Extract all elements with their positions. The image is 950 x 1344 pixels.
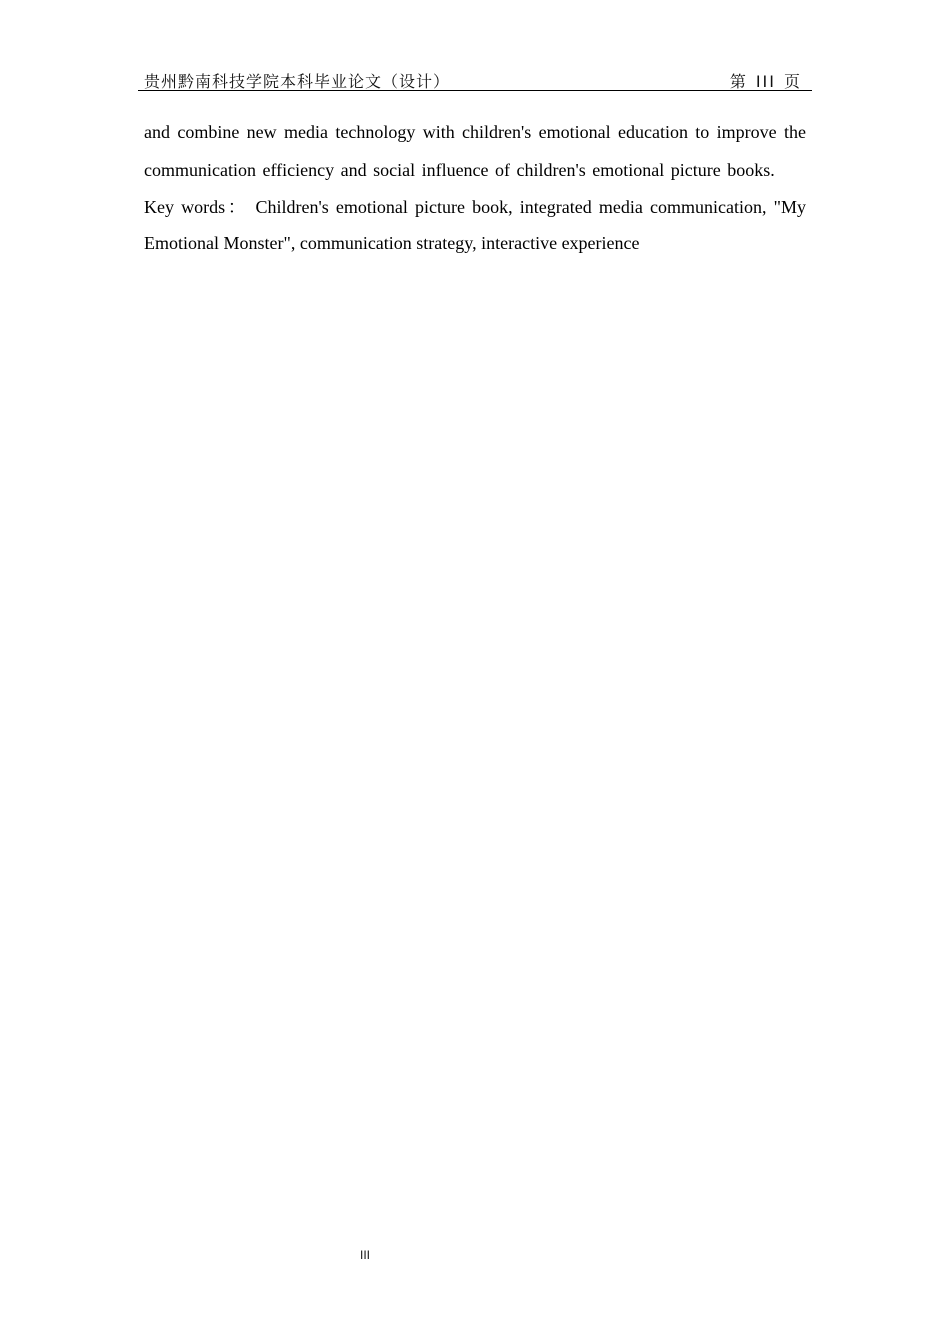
page-header bbox=[138, 68, 812, 91]
header-page-suffix: 页 bbox=[783, 72, 802, 91]
main-text bbox=[144, 114, 806, 261]
keywords-line bbox=[144, 189, 806, 261]
footer-page-number: III bbox=[360, 1248, 371, 1262]
header-page-indicator bbox=[726, 69, 806, 92]
header-title: 贵州黔南科技学院本科毕业论文（设计） bbox=[144, 72, 451, 91]
keywords-label: Key words： bbox=[144, 197, 249, 217]
keywords-text: Children's emotional picture book, integrated media communication, "My Emotional Monster", communication strategy, interactive experience bbox=[144, 197, 806, 253]
header-page-prefix: 第 bbox=[729, 72, 748, 91]
abstract-paragraph: and combine new media technology with children's emotional education to improve the communication efficiency and social influence of children's emotional picture books. bbox=[144, 122, 806, 180]
header-page-number: III bbox=[755, 72, 776, 91]
